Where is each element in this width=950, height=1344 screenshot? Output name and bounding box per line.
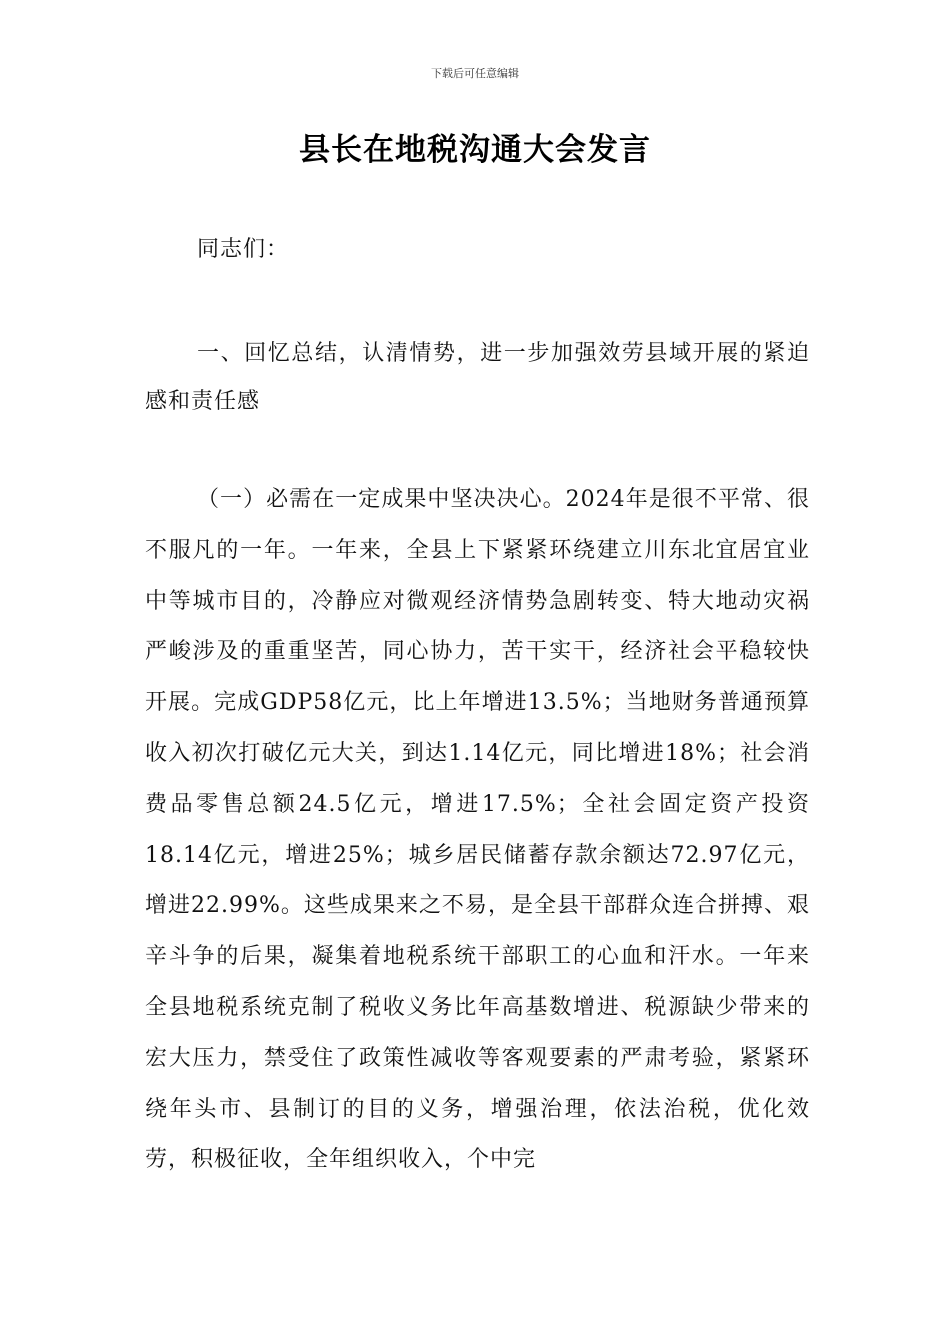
section-heading: 一、回忆总结，认清情势，进一步加强效劳县域开展的紧迫感和责任感 (145, 341, 810, 414)
salutation: 同志们： (197, 237, 290, 262)
document-title: 县长在地税沟通大会发言 (299, 132, 651, 168)
header-note: 下载后可任意编辑 (431, 67, 519, 80)
body-paragraph: （一）必需在一定成果中坚决决心。2024年是很不平常、很不服凡的一年。一年来，全县上下紧紧环绕建立川东北宜居宜业中等城市目的，冷静应对微观经济情势急剧转变、特大地动灾祸严峻涉及的重重坚苦，同心协力，苦干实干，经济社会平稳较快开展。完成GDP58亿元，比上年增进13.5%；当地财务普通预算收入初次打破亿元大关，到达1.14亿元，同比增进18%；社会消费品零售总额24.5亿元，增进17.5%；全社会固定资产投资18.14亿元，增进25%；城乡居民储蓄存款余额达72.97亿元，增进22.99%。这些成果来之不易，是全县干部群众连合拼搏、艰辛斗争的后果，凝集着地税系统干部职工的心血和汗水。一年来全县地税系统克制了税收义务比年高基数增进、税源缺少带来的宏大压力，禁受住了政策性减收等客观要素的严肃考验，紧紧环绕年头市、县制订的目的义务，增强治理，依法治税，优化效劳，积极征收，全年组织收入，个中完 (145, 487, 810, 1173)
